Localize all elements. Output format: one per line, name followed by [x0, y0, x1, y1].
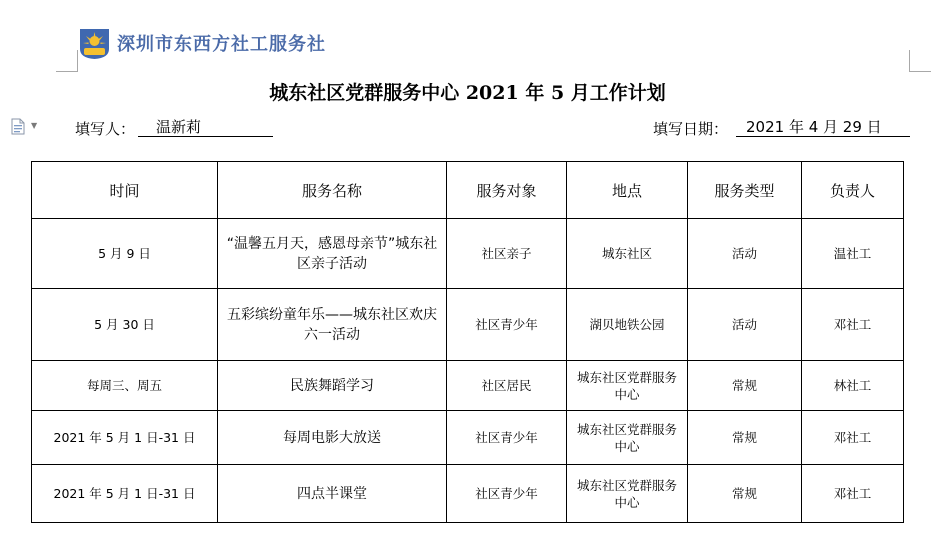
org-logo [78, 27, 111, 60]
cell-time: 2021 年 5 月 1 日-31 日 [32, 411, 218, 465]
cell-location: 城东社区 [567, 219, 688, 289]
cell-target: 社区青少年 [447, 289, 567, 361]
header-location: 地点 [567, 162, 688, 219]
header-service-name: 服务名称 [218, 162, 447, 219]
cell-service-type: 常规 [688, 465, 802, 523]
header-target: 服务对象 [447, 162, 567, 219]
cell-time: 5 月 9 日 [32, 219, 218, 289]
cell-owner: 温社工 [802, 219, 904, 289]
cell-target: 社区青少年 [447, 411, 567, 465]
document-title: 城东社区党群服务中心 2021 年 5 月工作计划 [269, 82, 666, 104]
chevron-down-icon[interactable]: ▼ [31, 121, 38, 130]
cell-service-type: 常规 [688, 411, 802, 465]
cell-time: 2021 年 5 月 1 日-31 日 [32, 465, 218, 523]
cell-owner: 邓社工 [802, 289, 904, 361]
cell-service-name: 每周电影大放送 [218, 411, 447, 465]
margin-corner-top-left-h [56, 71, 78, 72]
cell-owner: 林社工 [802, 361, 904, 411]
cell-target: 社区青少年 [447, 465, 567, 523]
cell-owner: 邓社工 [802, 411, 904, 465]
cell-time: 5 月 30 日 [32, 289, 218, 361]
filler-label: 填写人： [75, 120, 136, 138]
cell-location: 城东社区党群服务中心 [567, 411, 688, 465]
table-row [32, 361, 904, 411]
margin-corner-top-right [909, 50, 910, 72]
filler-value: 温新莉 [138, 118, 273, 137]
table-row [32, 411, 904, 465]
header-time: 时间 [32, 162, 218, 219]
table-row [32, 465, 904, 523]
date-label: 填写日期： [653, 120, 729, 138]
cell-service-name: 民族舞蹈学习 [218, 361, 447, 411]
header-owner: 负责人 [802, 162, 904, 219]
cell-service-type: 活动 [688, 289, 802, 361]
cell-service-type: 活动 [688, 219, 802, 289]
table-row [32, 219, 904, 289]
cell-location: 城东社区党群服务中心 [567, 465, 688, 523]
cell-service-name: 五彩缤纷童年乐——城东社区欢庆六一活动 [218, 289, 447, 361]
cell-location: 城东社区党群服务中心 [567, 361, 688, 411]
cell-service-type: 常规 [688, 361, 802, 411]
cell-owner: 邓社工 [802, 465, 904, 523]
cell-time: 每周三、周五 [32, 361, 218, 411]
cell-target: 社区居民 [447, 361, 567, 411]
org-name: 深圳市东西方社工服务社 [117, 34, 326, 55]
work-plan-table [31, 161, 904, 523]
header-service-type: 服务类型 [688, 162, 802, 219]
cell-service-name: “温馨五月天，感恩母亲节”城东社区亲子活动 [218, 219, 447, 289]
table-header-row [32, 162, 904, 219]
date-value: 2021 年 4 月 29 日 [736, 118, 910, 137]
table-row [32, 289, 904, 361]
cell-location: 湖贝地铁公园 [567, 289, 688, 361]
cell-service-name: 四点半课堂 [218, 465, 447, 523]
document-icon[interactable] [11, 118, 25, 135]
margin-corner-top-right-h [909, 71, 931, 72]
cell-target: 社区亲子 [447, 219, 567, 289]
